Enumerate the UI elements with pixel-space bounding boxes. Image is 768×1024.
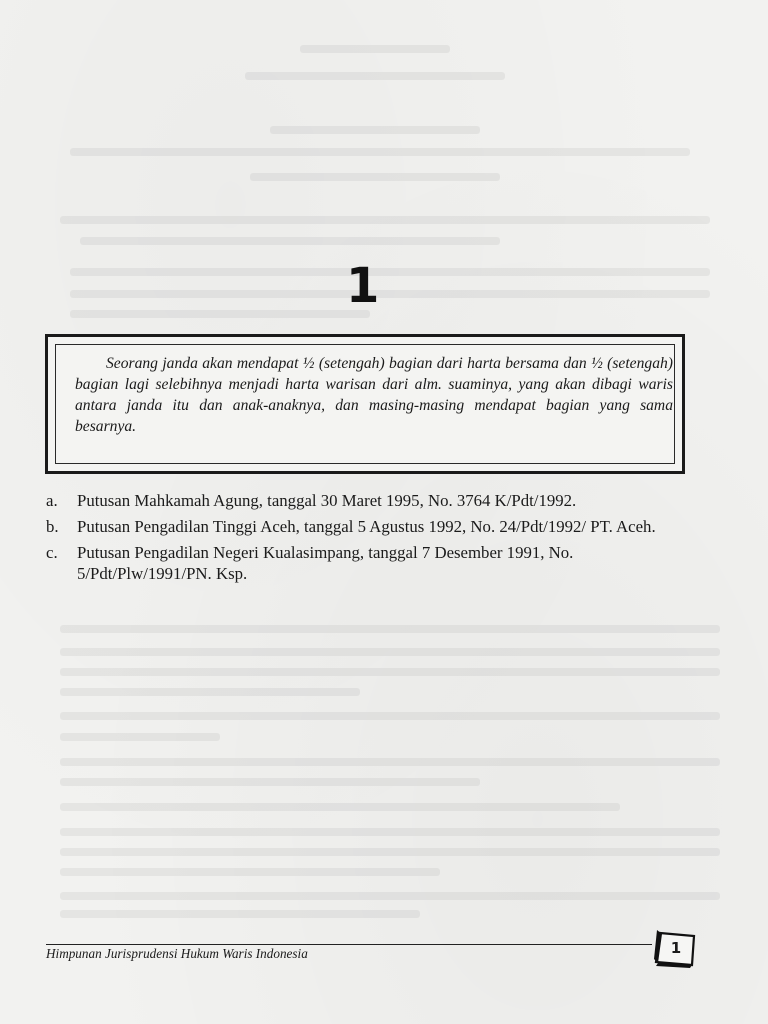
show-through-mark <box>70 268 710 276</box>
reference-text: Putusan Mahkamah Agung, tanggal 30 Maret 1995, No. 3764 K/Pdt/1992. <box>77 491 577 510</box>
show-through-mark <box>60 778 480 786</box>
show-through-mark <box>70 290 710 298</box>
show-through-mark <box>270 126 480 134</box>
reference-list <box>46 490 706 589</box>
show-through-mark <box>80 237 500 245</box>
reference-item <box>46 516 706 537</box>
show-through-mark <box>60 712 720 720</box>
page-number: 1 <box>670 939 682 957</box>
footer-rule <box>46 944 652 945</box>
show-through-mark <box>60 828 720 836</box>
page-number-badge <box>654 929 696 967</box>
show-through-mark <box>245 72 505 80</box>
show-through-mark <box>60 892 720 900</box>
reference-marker: b. <box>46 517 59 536</box>
reference-text: Putusan Pengadilan Tinggi Aceh, tanggal 5 Agustus 1992, No. 24/Pdt/1992/ PT. Aceh. <box>77 517 656 536</box>
show-through-mark <box>300 45 450 53</box>
reference-item <box>46 542 706 584</box>
reference-marker: a. <box>46 491 58 510</box>
show-through-mark <box>60 668 720 676</box>
show-through-mark <box>60 688 360 696</box>
show-through-mark <box>60 803 620 811</box>
show-through-mark <box>60 216 710 224</box>
show-through-mark <box>60 625 720 633</box>
footer-book-title: Himpunan Jurisprudensi Hukum Waris Indonesia <box>46 946 308 961</box>
case-number: 1 <box>346 258 380 314</box>
reference-item <box>46 490 706 511</box>
show-through-mark <box>60 733 220 741</box>
show-through-mark <box>60 848 720 856</box>
show-through-mark <box>70 148 690 156</box>
reference-marker: c. <box>46 543 58 562</box>
principle-text: Seorang janda akan mendapat ½ (setengah) bagian dari harta bersama dan ½ (setengah) bagian lagi selebihnya menjadi harta warisan dari alm. suaminya, yang akan dibagi waris antara janda itu dan anak-anaknya, dan masing-masing mendapat bagian yang sama besarnya. <box>75 355 673 435</box>
reference-text: Putusan Pengadilan Negeri Kualasimpang, tanggal 7 Desember 1991, No. 5/Pdt/Plw/1991/PN. Ksp. <box>77 543 574 583</box>
principle-box <box>45 334 685 474</box>
show-through-mark <box>250 173 500 181</box>
show-through-mark <box>60 910 420 918</box>
show-through-mark <box>60 868 440 876</box>
show-through-mark <box>60 758 720 766</box>
show-through-mark <box>60 648 720 656</box>
show-through-mark <box>70 310 370 318</box>
